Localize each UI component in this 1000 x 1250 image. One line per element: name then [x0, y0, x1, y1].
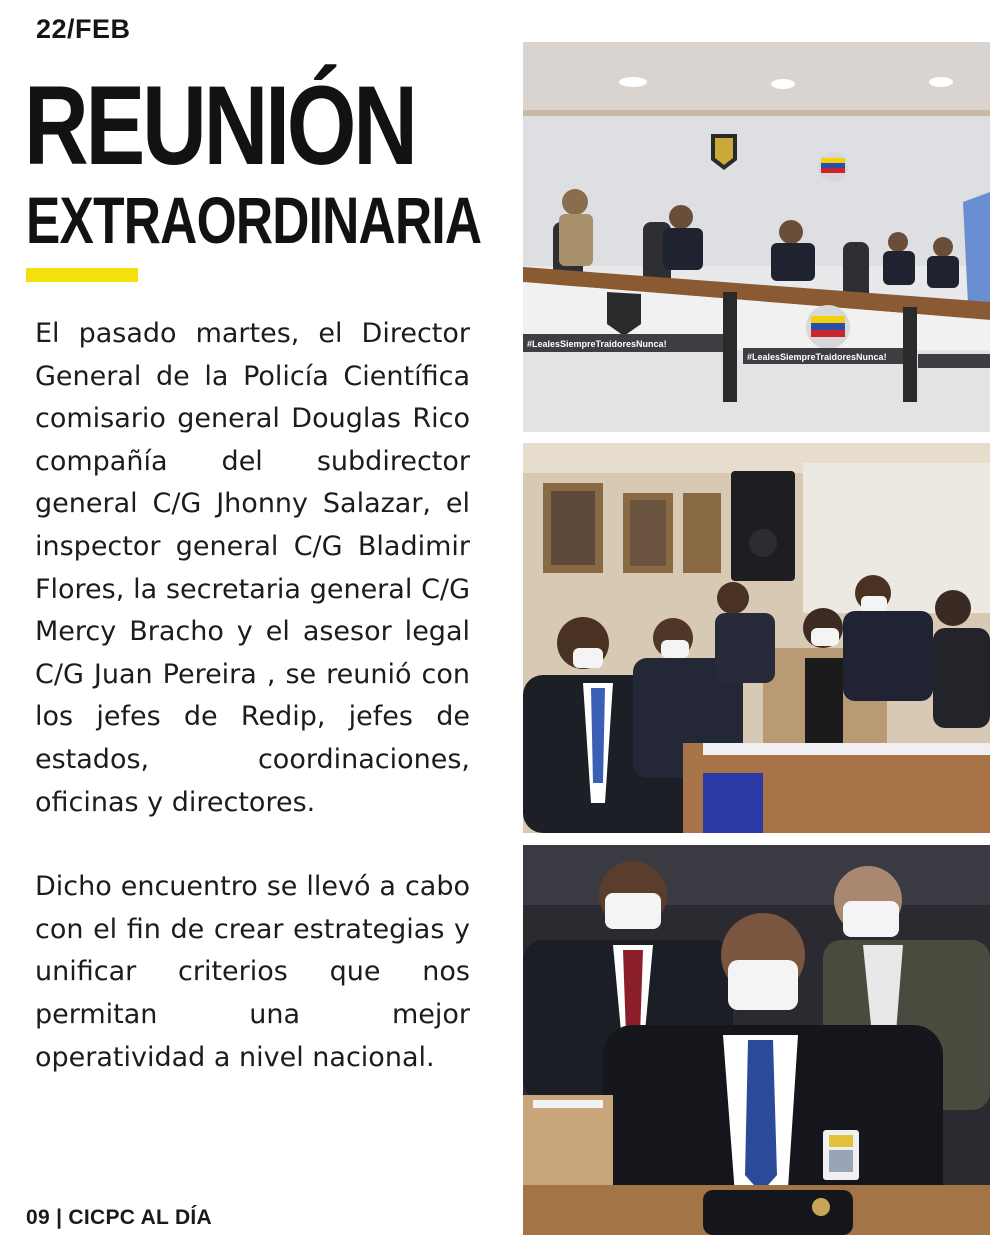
date-label: 22/FEB [36, 14, 131, 44]
banner-slogan: #LealesSiempreTraidoresNunca! [747, 352, 887, 362]
article-body [35, 313, 470, 1121]
article-paragraph: Dicho encuentro se llevó a cabo con el fin de crear estrategias y unificar criterios que nos permitan una mejor operatividad a nivel nacional. [35, 871, 470, 1073]
page-subtitle: EXTRAORDINARIA [26, 183, 482, 257]
attendees-closeup-photo [523, 845, 990, 1235]
meeting-audience-photo [523, 443, 990, 833]
page-title: REUNIÓN [24, 63, 415, 188]
accent-bar [26, 268, 138, 282]
article-paragraph: El pasado martes, el Director General de la Policía Científica comisario general Douglas Rico compañía del subdirector general C/G Jhonny Salazar, el inspector general C/G Bladimir Flores, la secretaria general C/G Mercy Bracho y el asesor legal C/G Juan Pereira , se reunió con los jefes de Redip, jefes de estados, coordinaciones, oficinas y directores. [35, 318, 470, 818]
meeting-head-table-photo [523, 42, 990, 432]
banner-slogan: #LealesSiempreTraidoresNunca! [527, 339, 667, 349]
page-footer: 09 | CICPC AL DÍA [26, 1206, 213, 1229]
